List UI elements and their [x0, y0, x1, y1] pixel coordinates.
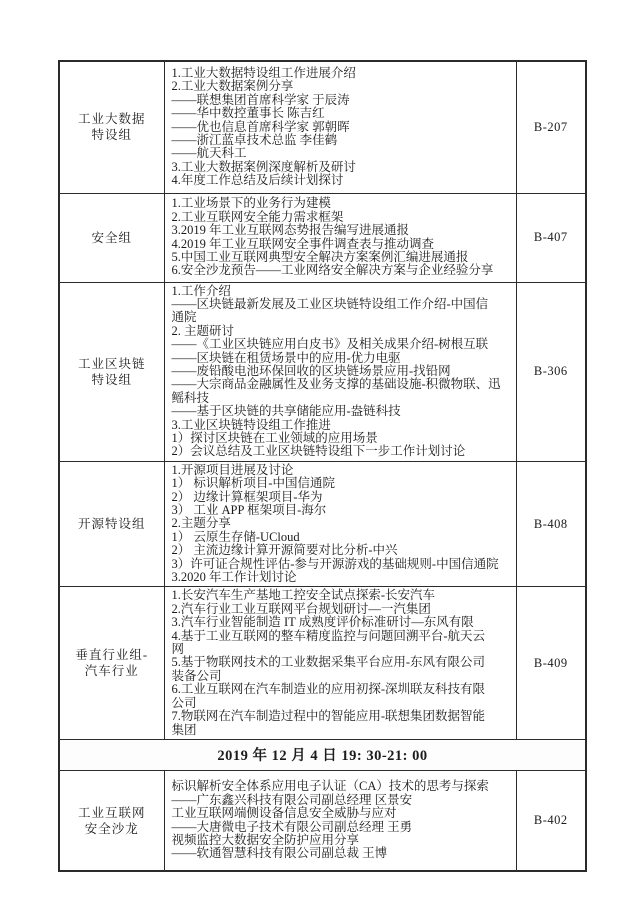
- group-name-line: 特设组: [91, 372, 132, 387]
- group-name-line: 特设组: [91, 128, 132, 143]
- content-line: 3.2020 年工作计划讨论: [171, 570, 297, 585]
- content-line: ——基于区块链的共享储能应用-盎链科技: [171, 404, 401, 419]
- group-cell: [59, 587, 164, 739]
- group-name-line: 工业互联网: [77, 805, 146, 820]
- content-line: ——浙江蓝卓技术总监 李佳鹤: [171, 132, 338, 147]
- session-row-security: [59, 193, 586, 282]
- content-line: 5.中国工业互联网典型安全解决方案案例汇编进展通报: [171, 249, 469, 264]
- content-line: 1） 标识解析项目-中国信通院: [171, 476, 336, 491]
- content-line: ——软通智慧科技有限公司副总裁 王博: [171, 846, 388, 861]
- group-name-line: 安全沙龙: [84, 821, 139, 836]
- group-name-line: 工业区块链: [77, 356, 146, 371]
- content-line: ——废铅酸电池环保回收的区块链场景应用-找铅网: [171, 363, 451, 378]
- content-line: 网: [171, 642, 185, 657]
- content-line: 工业互联网端侧设备信息安全威胁与应对: [171, 806, 397, 821]
- group-cell: [59, 770, 164, 871]
- session-row-automotive: [59, 587, 586, 739]
- content-line: 1.工业大数据特设组工作进展介绍: [171, 65, 356, 80]
- date-banner-row: [59, 739, 586, 770]
- room-cell: B-408: [516, 461, 586, 587]
- content-line: 公司: [171, 695, 197, 710]
- content-line: 2.工业互联网安全能力需求框架: [171, 209, 344, 224]
- group-name-line: 安全组: [91, 230, 132, 245]
- content-line: 集团: [171, 722, 197, 737]
- date-banner: 2019 年 12 月 4 日 19: 30-21: 00: [59, 739, 586, 770]
- content-cell: [164, 282, 516, 461]
- group-name-line: 开源特设组: [77, 517, 146, 532]
- content-line: 4.年度工作总结及后续计划探讨: [171, 173, 344, 188]
- content-cell: [164, 770, 516, 871]
- content-line: 2.汽车行业工业互联网平台规划研讨—一汽集团: [171, 601, 431, 616]
- content-line: 2）会议总结及工业区块链特设组下一步工作计划讨论: [171, 444, 466, 459]
- content-line: ——广东鑫兴科技有限公司副总经理 区景安: [171, 792, 413, 807]
- content-line: 1.工业场景下的业务行为建模: [171, 196, 331, 211]
- content-line: 2.主题分享: [171, 516, 231, 531]
- content-line: 4.2019 年工业互联网安全事件调查表与推动调查: [171, 236, 435, 251]
- session-row-security-salon: [59, 770, 586, 871]
- content-line: 2） 主流边缘计算开源简要对比分析-中兴: [171, 543, 398, 558]
- content-line: 4.基于工业互联网的整车精度监控与问题回溯平台-航天云: [171, 628, 486, 643]
- content-line: ——航天科工: [171, 146, 247, 161]
- group-name-line: 工业大数据: [77, 112, 146, 127]
- content-line: 3.工业大数据案例深度解析及研讨: [171, 159, 356, 174]
- content-line: ——区块链在租赁场景中的应用-优力电驱: [171, 350, 401, 365]
- session-row-blockchain: [59, 282, 586, 461]
- content-line: ——《工业区块链应用白皮书》及相关成果介绍-树根互联: [171, 337, 489, 352]
- content-line: 视频监控大数据安全防护应用分享: [171, 833, 360, 848]
- room-cell: B-207: [516, 61, 586, 193]
- content-line: 2. 主题研讨: [171, 323, 235, 338]
- group-name-line: 汽车行业: [84, 664, 139, 679]
- content-line: ——大宗商品金融属性及业务支撑的基础设施-积微物联、迅: [171, 377, 501, 392]
- content-line: 3.汽车行业智能制造 IT 成熟度评价标准研讨—东风有限: [171, 615, 474, 630]
- content-line: 标识解析安全体系应用电子认证（CA）技术的思考与探索: [171, 779, 489, 794]
- room-cell: B-306: [516, 282, 586, 461]
- content-cell: [164, 193, 516, 282]
- content-line: 6.工业互联网在汽车制造业的应用初探-深圳联友科技有限: [171, 682, 486, 697]
- schedule-table: [58, 60, 587, 872]
- content-line: 7.物联网在汽车制造过程中的智能应用-联想集团数据智能: [171, 709, 486, 724]
- room-cell: B-402: [516, 770, 586, 871]
- content-line: ——联想集团首席科学家 于辰涛: [171, 92, 350, 107]
- content-line: 2.工业大数据案例分享: [171, 79, 294, 94]
- content-line: 3.2019 年工业互联网态势报告编写进展通报: [171, 223, 410, 238]
- content-line: 1）探讨区块链在工业领域的应用场景: [171, 430, 378, 445]
- session-row-opensource: [59, 461, 586, 587]
- content-line: 1.开源项目进展及讨论: [171, 462, 294, 477]
- content-line: ——优也信息首席科学家 郭朝晖: [171, 119, 350, 134]
- content-line: 1.工作介绍: [171, 283, 231, 298]
- group-cell: [59, 461, 164, 587]
- content-line: ——大唐微电子技术有限公司副总经理 王勇: [171, 819, 413, 834]
- content-line: 2） 边缘计算框架项目-华为: [171, 489, 323, 504]
- content-cell: [164, 461, 516, 587]
- content-line: ——区块链最新发展及工业区块链特设组工作介绍-中国信: [171, 296, 489, 311]
- content-line: 6.安全沙龙预告——工业网络安全解决方案与企业经验分享: [171, 263, 494, 278]
- content-line: 3） 工业 APP 框架项目-海尔: [171, 503, 327, 517]
- content-cell: [164, 61, 516, 193]
- room-cell: B-409: [516, 587, 586, 739]
- content-line: 5.基于物联网技术的工业数据采集平台应用-东风有限公司: [171, 655, 486, 670]
- content-line: 3.工业区块链特设组工作推进: [171, 417, 331, 432]
- group-cell: [59, 61, 164, 193]
- content-line: 1） 云原生存储-UCloud: [171, 529, 300, 544]
- content-line: ——华中数控董事长 陈吉红: [171, 106, 325, 121]
- content-line: 通院: [171, 310, 197, 325]
- content-cell: [164, 587, 516, 739]
- group-cell: [59, 193, 164, 282]
- room-cell: B-407: [516, 193, 586, 282]
- content-line: 3）许可证合规性评估-参与开源游戏的基础规则-中国信通院: [171, 556, 499, 571]
- content-line: 鳐科技: [171, 390, 210, 405]
- group-name-line: 垂直行业组-: [75, 648, 149, 663]
- session-row-big-data: [59, 61, 586, 193]
- content-line: 1.长安汽车生产基地工控安全试点探索-长安汽车: [171, 588, 436, 603]
- content-line: 装备公司: [171, 668, 222, 683]
- group-cell: [59, 282, 164, 461]
